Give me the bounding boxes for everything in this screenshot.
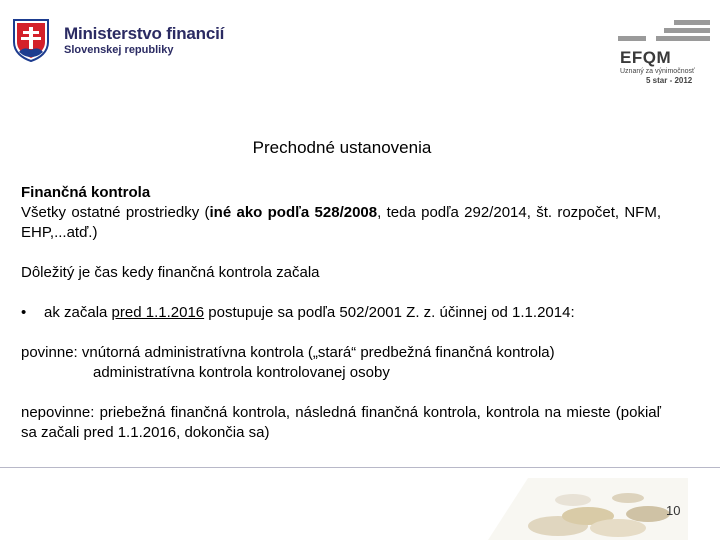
paragraph-other-funds-emphasis: iné ako podľa 528/2008 <box>209 204 378 221</box>
slide-body <box>21 183 661 443</box>
efqm-rating: 5 star - 2012 <box>646 76 693 85</box>
bullet-date-underlined: pred 1.1.2016 <box>111 304 205 321</box>
efqm-badge <box>612 18 716 88</box>
section-heading: Finančná kontrola <box>21 184 151 201</box>
bullet-icon: • <box>21 304 27 321</box>
page-number: 10 <box>666 503 681 518</box>
coins-image <box>488 478 688 540</box>
optional-paragraph: nepovinne: priebežná finančná kontrola, následná finančná kontrola, kontrola na mieste (pokiaľ sa začali pred 1.1.2016, dokončia sa) <box>21 404 661 441</box>
bullet-text-c: postupuje sa podľa 502/2001 Z. z. účinnej od 1.1.2014: <box>204 304 575 321</box>
ministry-subtitle: Slovenskej republiky <box>64 44 174 56</box>
paragraph-other-funds <box>21 203 661 243</box>
bullet-item <box>21 303 661 323</box>
footer-divider <box>0 467 720 468</box>
bullet-text-a: ak začala <box>44 304 112 321</box>
efqm-caption: Uznaný za výnimočnosť <box>620 68 695 75</box>
mandatory-line-2: administratívna kontrola kontrolovanej osoby <box>93 364 390 381</box>
mandatory-line-1: povinne: vnútorná administratívna kontrola („stará“ predbežná finančná kontrola) <box>21 344 555 361</box>
paragraph-other-funds-c: , teda podľa 292/2014, št. rozpočet, NFM, EHP,...atď.) <box>21 204 661 241</box>
efqm-wordmark: EFQM <box>620 48 672 67</box>
slide-title: Prechodné ustanovenia <box>252 138 432 157</box>
paragraph-other-funds-a: Všetky ostatné prostriedky ( <box>21 204 210 221</box>
ministry-name: Ministerstvo financií <box>64 24 225 43</box>
ministry-logo <box>12 18 252 68</box>
slovak-crest-icon <box>12 18 50 62</box>
paragraph-important-time: Dôležitý je čas kedy finančná kontrola začala <box>21 264 320 281</box>
